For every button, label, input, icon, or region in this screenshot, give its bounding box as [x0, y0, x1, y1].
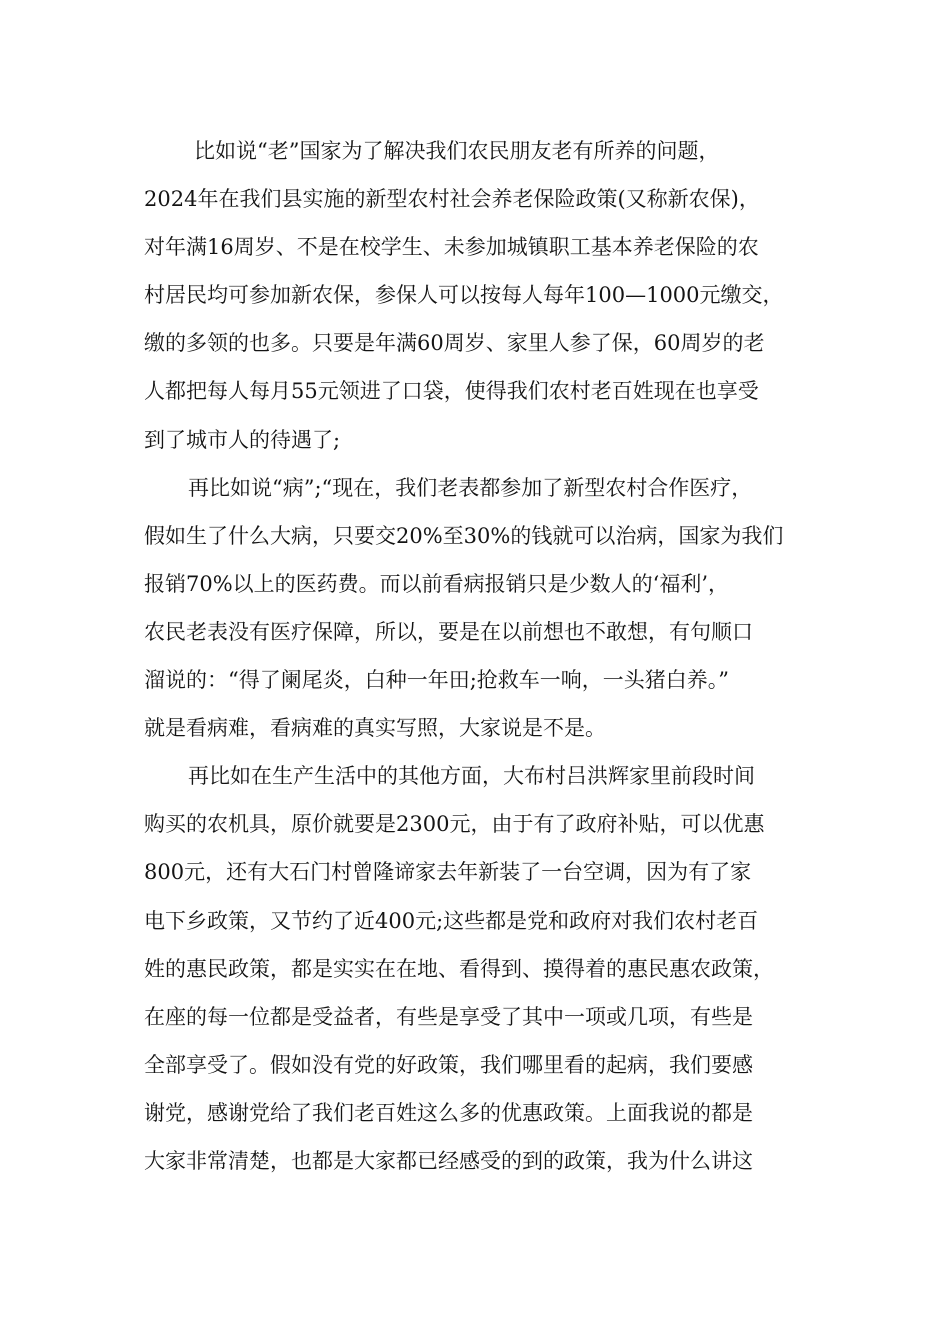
text-line: 800元，还有大石门村曾隆谛家去年新装了一台空调，因为有了家 [144, 860, 752, 885]
text-line: 比如说“老”国家为了解决我们农民朋友老有所养的问题， [194, 139, 720, 163]
text-line: 到了城市人的待遇了; [144, 427, 341, 452]
text-line: 就是看病难，看病难的真实写照，大家说是不是。 [144, 716, 606, 741]
text-line: 对年满16周岁、不是在校学生、未参加城镇职工基本养老保险的农 [144, 235, 759, 260]
text-line: 缴的多领的也多。只要是年满60周岁、家里人参了保，60周岁的老 [144, 331, 765, 356]
text-line: 2024年在我们县实施的新型农村社会养老保险政策(又称新农保)， [144, 187, 760, 212]
text-line: 姓的惠民政策，都是实实在在地、看得到、摸得着的惠民惠农政策， [144, 956, 774, 981]
text-line: 电下乡政策，又节约了近400元;这些都是党和政府对我们农村老百 [144, 908, 759, 933]
text-line: 在座的每一位都是受益者，有些是享受了其中一项或几项，有些是 [144, 1004, 753, 1029]
document-body [144, 127, 810, 1185]
text-line: 购买的农机具，原价就要是2300元，由于有了政府补贴，可以优惠 [144, 812, 765, 837]
text-line: 报销70%以上的医药费。而以前看病报销只是少数人的‘福利’， [144, 571, 730, 596]
text-line: 谢党，感谢党给了我们老百姓这么多的优惠政策。上面我说的都是 [144, 1100, 753, 1125]
text-line: 人都把每人每月55元领进了口袋，使得我们农村老百姓现在也享受 [144, 379, 759, 404]
text-line: 再比如说“病”;“现在，我们老表都参加了新型农村合作医疗， [188, 475, 753, 500]
text-line: 假如生了什么大病，只要交20%至30%的钱就可以治病，国家为我们 [144, 523, 784, 548]
text-line: 全部享受了。假如没有党的好政策，我们哪里看的起病，我们要感 [144, 1052, 753, 1077]
text-line: 溜说的：“得了阑尾炎，白种一年田;抢救车一响，一头猪白养。” [144, 668, 730, 693]
text-line: 村居民均可参加新农保，参保人可以按每人每年100—1000元缴交， [144, 283, 784, 308]
text-line: 大家非常清楚，也都是大家都已经感受的到的政策，我为什么讲这 [144, 1148, 753, 1173]
text-line: 再比如在生产生活中的其他方面，大布村吕洪辉家里前段时间 [188, 764, 755, 789]
text-line: 农民老表没有医疗保障，所以，要是在以前想也不敢想，有句顺口 [144, 619, 753, 644]
